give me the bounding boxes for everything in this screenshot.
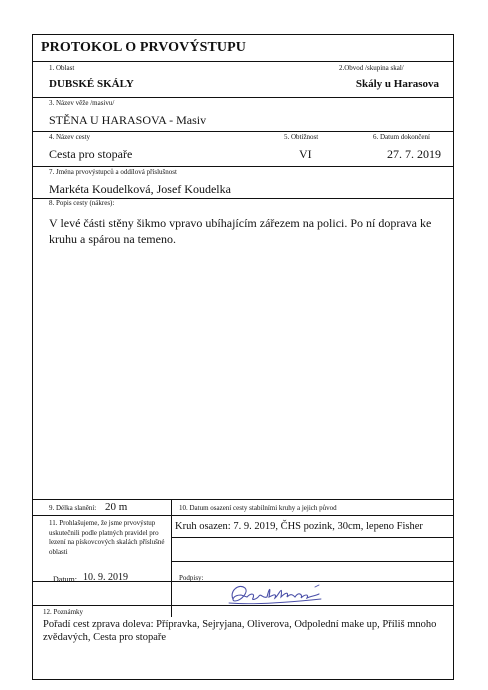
divider <box>171 499 172 581</box>
cesta-value: Cesta pro stopaře <box>49 147 133 161</box>
obtiznost-value: VI <box>299 147 312 161</box>
divider <box>33 97 453 98</box>
datum-dokonceni-label: 6. Datum dokončení <box>373 133 430 141</box>
datum-value: 10. 9. 2019 <box>83 572 128 583</box>
obvod-label: 2.Obvod /skupina skal/ <box>339 64 404 72</box>
popis-label: 8. Popis cesty (nákres): <box>49 199 115 207</box>
divider <box>33 605 453 606</box>
divider <box>33 61 453 62</box>
podpisy-label: Podpisy: <box>179 574 204 582</box>
form-title: PROTOKOL O PRVOVÝSTUPU <box>41 40 246 55</box>
oblast-label: 1. Oblast <box>49 64 75 72</box>
divider <box>171 537 453 538</box>
datum-label: Datum: <box>53 575 77 584</box>
poznamky-value: Pořadí cest zprava doleva: Přípravka, Sejryjana, Oliverova, Odpolední make up, Příliš mnoho zvědavých, Cesta pro stopaře <box>43 619 437 643</box>
veze-label: 3. Název věže /masivu/ <box>49 99 115 107</box>
oblast-value: DUBSKÉ SKÁLY <box>49 78 134 90</box>
obtiznost-label: 5. Obtížnost <box>284 133 319 141</box>
protocol-form <box>32 34 454 680</box>
prohlaseni-text: 11. Prohlašujeme, že jsme prvovýstup uskutečnili podle platných pravidel pro lezení na pískovcových skalách příslušné oblasti <box>49 519 165 556</box>
divider <box>33 499 453 500</box>
cesta-label: 4. Název cesty <box>49 133 91 141</box>
obvod-value: Skály u Harasova <box>355 78 439 90</box>
divider <box>33 131 453 132</box>
divider <box>171 581 172 617</box>
slaneni-value: 20 m <box>105 501 128 513</box>
veze-value: STĚNA U HARASOVA - Masiv <box>49 113 207 127</box>
jmena-label: 7. Jména prvovýstupců a oddílová příslušnost <box>49 168 177 176</box>
divider <box>171 561 453 562</box>
slaneni-label: 9. Délka slanění: <box>49 504 97 512</box>
osazeni-label: 10. Datum osazení cesty stabilními kruhy a jejich původ <box>179 504 337 512</box>
divider <box>33 166 453 167</box>
jmena-value: Markéta Koudelková, Josef Koudelka <box>49 182 231 196</box>
datum-dokonceni-value: 27. 7. 2019 <box>387 147 441 161</box>
poznamky-label: 12. Poznámky <box>43 608 84 616</box>
osazeni-value: Kruh osazen: 7. 9. 2019, ČHS pozink, 30cm, lepeno Fisher <box>175 521 423 532</box>
divider <box>33 515 453 516</box>
popis-value: V levé části stěny šikmo vpravo ubíhajícím zářezem na polici. Po ní doprava ke kruhu a spárou na temeno. <box>49 216 432 246</box>
